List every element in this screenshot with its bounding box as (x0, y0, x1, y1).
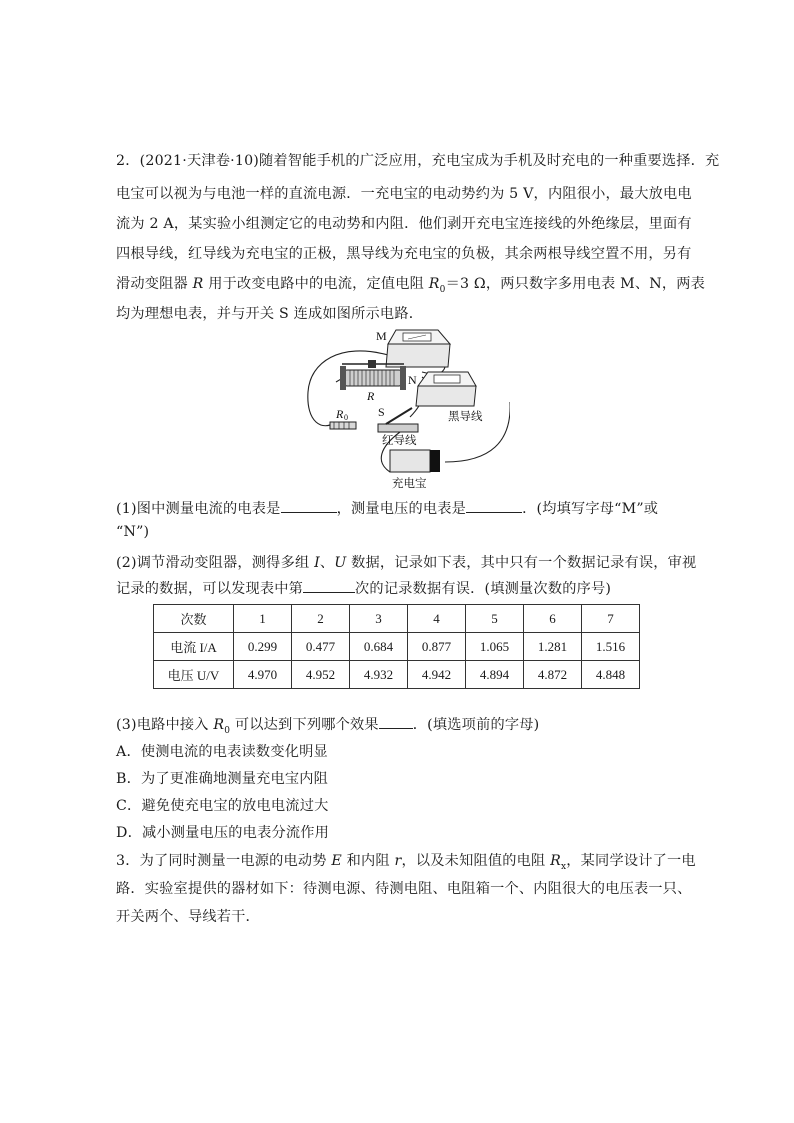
q3-text-3: 开关两个、导线若干． (116, 909, 260, 925)
table-row-voltage (154, 661, 640, 689)
label-black-wire: 黑导线 (448, 409, 483, 423)
table-cell: 5 (466, 605, 524, 633)
q2-text-5c: 用于改变电路中的电流，定值电阻 (203, 276, 429, 292)
q2-line-6 (116, 303, 423, 323)
table-cell: 1.281 (524, 633, 582, 661)
q3-text-c: ，以及未知阻值的电阻 (401, 853, 551, 869)
q2-text-4: 四根导线，红导线为充电宝的正极，黑导线为充电宝的负极，其余两根导线空置不用，另有 (116, 246, 692, 262)
q3-line-1 (116, 850, 696, 872)
label-M: M (376, 329, 387, 343)
q2-line-1 (116, 150, 719, 170)
part-2-line (116, 552, 696, 572)
q2-line-5 (116, 273, 705, 295)
subscript-0: 0 (224, 725, 231, 736)
q2-text-6: 均为理想电表，并与开关 S 连成如图所示电路． (116, 306, 424, 322)
table-cell: 4.942 (408, 661, 466, 689)
table-cell: 4 (408, 605, 466, 633)
option-A (116, 741, 328, 761)
table-cell: 4.970 (234, 661, 292, 689)
part-3-line (116, 714, 539, 736)
table-cell: 1.065 (466, 633, 524, 661)
power-bank (390, 450, 440, 472)
q3-text-d: ，某同学设计了一电 (566, 853, 696, 869)
q2-text-2: 电宝可以视为与电池一样的直流电源．一充电宝的电动势约为 5 V，内阻很小，最大放电电 (116, 186, 692, 202)
label-power-bank: 充电宝 (392, 476, 427, 490)
part-2-text-e: 次的记录数据有误．(填测量次数的序号) (355, 581, 612, 597)
var-U: U (334, 555, 347, 571)
answer-blank-2[interactable] (466, 498, 522, 513)
part-1-text-a: (1)图中测量电流的电表是 (116, 501, 281, 517)
label-R0: R (336, 407, 344, 421)
label-S: S (378, 405, 385, 419)
table-cell: 4.872 (524, 661, 582, 689)
table-header-label: 次数 (154, 605, 234, 633)
part-2-line-2 (116, 578, 611, 598)
table-cell: 4.932 (350, 661, 408, 689)
option-B (116, 768, 328, 788)
table-cell: 7 (582, 605, 640, 633)
part-1-text-b: ，测量电压的电表是 (336, 501, 467, 517)
var-Rx: R (550, 853, 561, 869)
q3-text-2: 路．实验室提供的器材如下：待测电源、待测电阻、电阻箱一个、内阻很大的电压表一只、 (116, 881, 692, 897)
q3-line-2 (116, 878, 692, 898)
q2-line-4 (116, 243, 692, 263)
table-cell: 4.894 (466, 661, 524, 689)
answer-blank-3[interactable] (303, 578, 355, 593)
table-cell: 1 (234, 605, 292, 633)
table-cell: 0.684 (350, 633, 408, 661)
part-1-text-d: “N”) (116, 524, 150, 540)
table-row-current (154, 633, 640, 661)
data-table (153, 604, 640, 689)
table-cell: 3 (350, 605, 408, 633)
part-3-text-c: ．(填选项前的字母) (412, 717, 540, 733)
subscript-x: x (561, 861, 567, 872)
table-row-header (154, 605, 640, 633)
q2-line-3 (116, 213, 692, 233)
var-I: I (314, 555, 320, 571)
resistor-R0 (330, 422, 356, 429)
q2-text-1: 2．(2021·天津卷·10)随着智能手机的广泛应用，充电宝成为手机及时充电的一种重要选择．充 (116, 153, 720, 169)
table-cell: 4.848 (582, 661, 640, 689)
table-cell: 1.516 (582, 633, 640, 661)
option-A-text: A．使测电流的电表读数变化明显 (116, 744, 328, 760)
q3-text-a: 3．为了同时测量一电源的电动势 (116, 853, 332, 869)
table-cell: 0.299 (234, 633, 292, 661)
q3-text-b: 和内阻 (341, 853, 395, 869)
rheostat-R (340, 360, 406, 390)
label-red-wire: 红导线 (382, 433, 417, 447)
table-cell: 4.952 (292, 661, 350, 689)
part-2-text-d: 记录的数据，可以发现表中第 (116, 581, 304, 597)
table-cell: 2 (292, 605, 350, 633)
label-N: N (408, 373, 417, 387)
option-B-text: B．为了更准确地测量充电宝内阻 (116, 771, 329, 787)
table-row-label: 电压 U/V (154, 661, 234, 689)
q2-line-2 (116, 183, 692, 203)
meter-N (416, 372, 476, 406)
answer-blank-1[interactable] (281, 498, 337, 513)
meter-M (386, 330, 450, 367)
option-C (116, 795, 328, 815)
q2-text-5f: ＝3 Ω，两只数字多用电表 M、N，两表 (445, 276, 705, 292)
q3-line-3 (116, 906, 260, 926)
table-cell: 0.477 (292, 633, 350, 661)
var-r: r (394, 853, 402, 869)
label-R: R (367, 389, 375, 403)
q2-text-5a: 滑动变阻器 (116, 276, 193, 292)
var-R: R (192, 276, 204, 292)
table-row-label: 电流 I/A (154, 633, 234, 661)
part-2-text-a: (2)调节滑动变阻器，测得多组 (116, 555, 315, 571)
var-R0: R (428, 276, 440, 292)
part-3-text-a: (3)电路中接入 (116, 717, 214, 733)
table-cell: 0.877 (408, 633, 466, 661)
subscript-0: 0 (439, 284, 446, 295)
var-E: E (331, 853, 342, 869)
option-D (116, 822, 329, 842)
label-R0-sub: 0 (344, 413, 348, 422)
part-2-text-b: 、 (319, 555, 335, 571)
part-1-line (116, 498, 658, 518)
part-1-line-2 (116, 524, 149, 540)
option-C-text: C．避免使充电宝的放电电流过大 (116, 798, 329, 814)
circuit-figure (300, 322, 510, 490)
q2-text-3: 流为 2 A，某实验小组测定它的电动势和内阻．他们剥开充电宝连接线的外绝缘层，里面有 (116, 216, 692, 232)
part-2-text-c: 数据，记录如下表，其中只有一个数据记录有误，审视 (346, 555, 697, 571)
part-1-text-c: ．(均填写字母“M”或 (522, 501, 659, 517)
answer-blank-4[interactable] (379, 714, 413, 729)
option-D-text: D．减小测量电压的电表分流作用 (116, 825, 330, 841)
part-3-text-b: 可以达到下列哪个效果 (230, 717, 379, 733)
var-R0: R (213, 717, 225, 733)
table-cell: 6 (524, 605, 582, 633)
